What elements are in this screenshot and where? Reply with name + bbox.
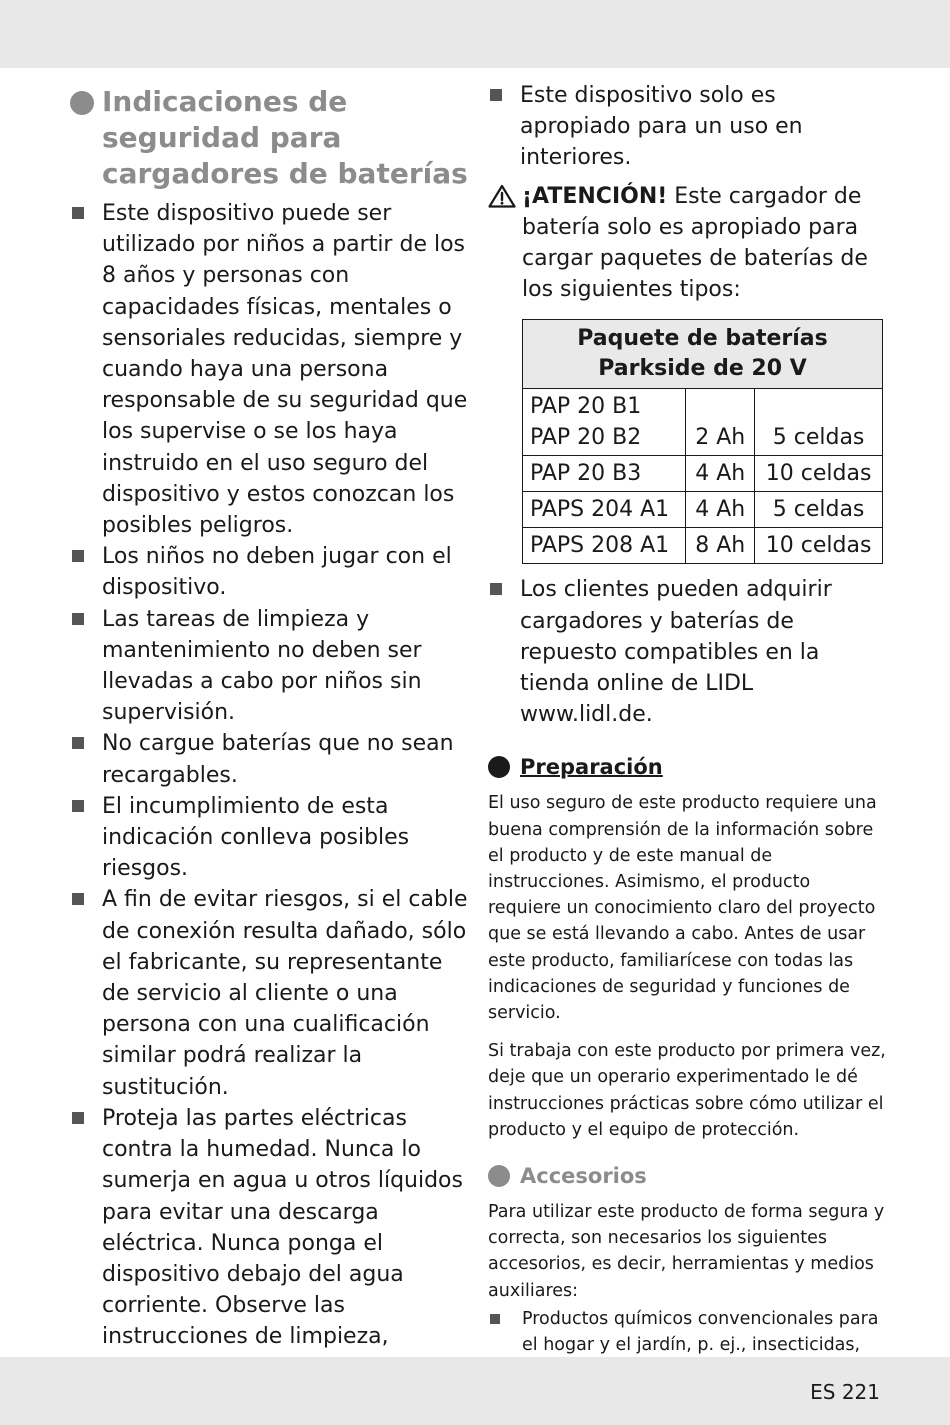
footer-band	[0, 1357, 950, 1425]
preparation-heading-text: Preparación	[520, 755, 663, 780]
table-row	[523, 528, 883, 564]
model-cell: PAP 20 B3	[523, 456, 686, 492]
safety-list	[70, 198, 470, 1384]
capacity-cell: 2 Ah	[686, 389, 755, 456]
square-bullet-icon	[72, 613, 84, 625]
square-bullet-icon	[72, 737, 84, 749]
list-item: Este dispositivo puede ser utilizado por niños a partir de los 8 años y personas con capacidades físicas, mentales o sensoriales reducidas, siempre y cuando haya una persona responsable de su seguridad que los supervise o se los haya instruido en el uso seguro del dispositivo y estos conozcan los posibles peligros.	[70, 198, 470, 541]
attention-text: Este cargador de batería solo es apropiado para cargar paquetes de baterías de los siguientes tipos:	[522, 183, 868, 303]
square-bullet-icon	[490, 1314, 500, 1324]
square-bullet-icon	[72, 1112, 84, 1124]
accessories-paragraph: Para utilizar este producto de forma segura y correcta, son necesarios los siguientes accesorios, es decir, herramientas y medios auxiliares:	[488, 1202, 885, 1301]
table-row	[523, 456, 883, 492]
list-item: No cargue baterías que no sean recargables.	[70, 728, 470, 790]
table-row	[523, 389, 883, 456]
bullet-circle-icon	[70, 91, 94, 115]
list-item: A fin de evitar riesgos, si el cable de conexión resulta dañado, sólo el fabricante, su representante de servicio al cliente o una persona con una cualificación similar podrá realizar la sustitución.	[70, 884, 470, 1102]
indoor-list	[488, 80, 888, 174]
safety-heading-text: Indicaciones de seguridad para cargadores de baterías	[102, 85, 468, 190]
preparation-paragraph: El uso seguro de este producto requiere una buena comprensión de la información sobre el producto y de este manual de instrucciones. Asimismo, el producto requiere un conocimiento claro del proyecto que se está llevando a cabo. Antes de usar este producto, familiarícese con todas las indicaciones de seguridad y funciones de servicio.	[488, 793, 877, 1024]
left-column	[70, 80, 470, 1384]
table-row	[523, 492, 883, 528]
square-bullet-icon	[72, 800, 84, 812]
square-bullet-icon	[72, 550, 84, 562]
preparation-paragraph: Si trabaja con este producto por primera vez, deje que un operario experimentado le dé instrucciones prácticas sobre cómo utilizar el producto y el equipo de protección.	[488, 1041, 886, 1140]
list-item: Los niños no deben jugar con el dispositivo.	[70, 541, 470, 603]
cells-cell: 5 celdas	[755, 492, 883, 528]
cells-cell: 10 celdas	[755, 456, 883, 492]
capacity-cell: 8 Ah	[686, 528, 755, 564]
bullet-circle-icon	[488, 756, 510, 778]
square-bullet-icon	[72, 207, 84, 219]
capacity-cell: 4 Ah	[686, 456, 755, 492]
table-header-row	[523, 320, 883, 389]
attention-notice	[488, 181, 888, 306]
cells-cell: 10 celdas	[755, 528, 883, 564]
list-item: Proteja las partes eléctricas contra la humedad. Nunca lo sumerja en agua u otros líquidos para evitar una descarga eléctrica. Nunca ponga el dispositivo debajo del agua corriente. Observe las instrucciones de limpieza,	[70, 1103, 470, 1384]
square-bullet-icon	[72, 893, 84, 905]
list-item: Productos químicos convencionales para el hogar y el jardín, p. ej., insecticidas,	[488, 1306, 888, 1385]
table-header: Paquete de baterías Parkside de 20 V	[523, 320, 883, 389]
safety-heading	[70, 84, 470, 192]
list-item: Los clientes pueden adquirir cargadores y baterías de repuesto compatibles en la tienda online de LIDL www.lidl.de.	[488, 574, 888, 730]
list-item: El incumplimiento de esta indicación conlleva posibles riesgos.	[70, 791, 470, 885]
square-bullet-icon	[490, 89, 502, 101]
page-number: ES 221	[810, 1380, 880, 1404]
shop-list	[488, 574, 888, 730]
preparation-heading	[488, 752, 888, 782]
capacity-cell: 4 Ah	[686, 492, 755, 528]
model-cell: PAPS 208 A1	[523, 528, 686, 564]
accessories-heading-text: Accesorios	[520, 1164, 647, 1189]
bullet-circle-icon	[488, 1165, 510, 1187]
list-item: Este dispositivo solo es apropiado para un uso en interiores.	[488, 80, 888, 174]
header-band	[0, 0, 950, 68]
model-cell: PAP 20 B1 PAP 20 B2	[523, 389, 686, 456]
model-cell: PAPS 204 A1	[523, 492, 686, 528]
list-item: Las tareas de limpieza y mantenimiento no deben ser llevadas a cabo por niños sin supervisión.	[70, 604, 470, 729]
accessories-heading	[488, 1161, 888, 1191]
cells-cell: 5 celdas	[755, 389, 883, 456]
attention-label: ¡ATENCIÓN!	[522, 183, 668, 209]
square-bullet-icon	[490, 583, 502, 595]
warning-triangle-icon	[488, 184, 516, 217]
right-column	[488, 80, 888, 1385]
battery-table	[522, 319, 883, 564]
